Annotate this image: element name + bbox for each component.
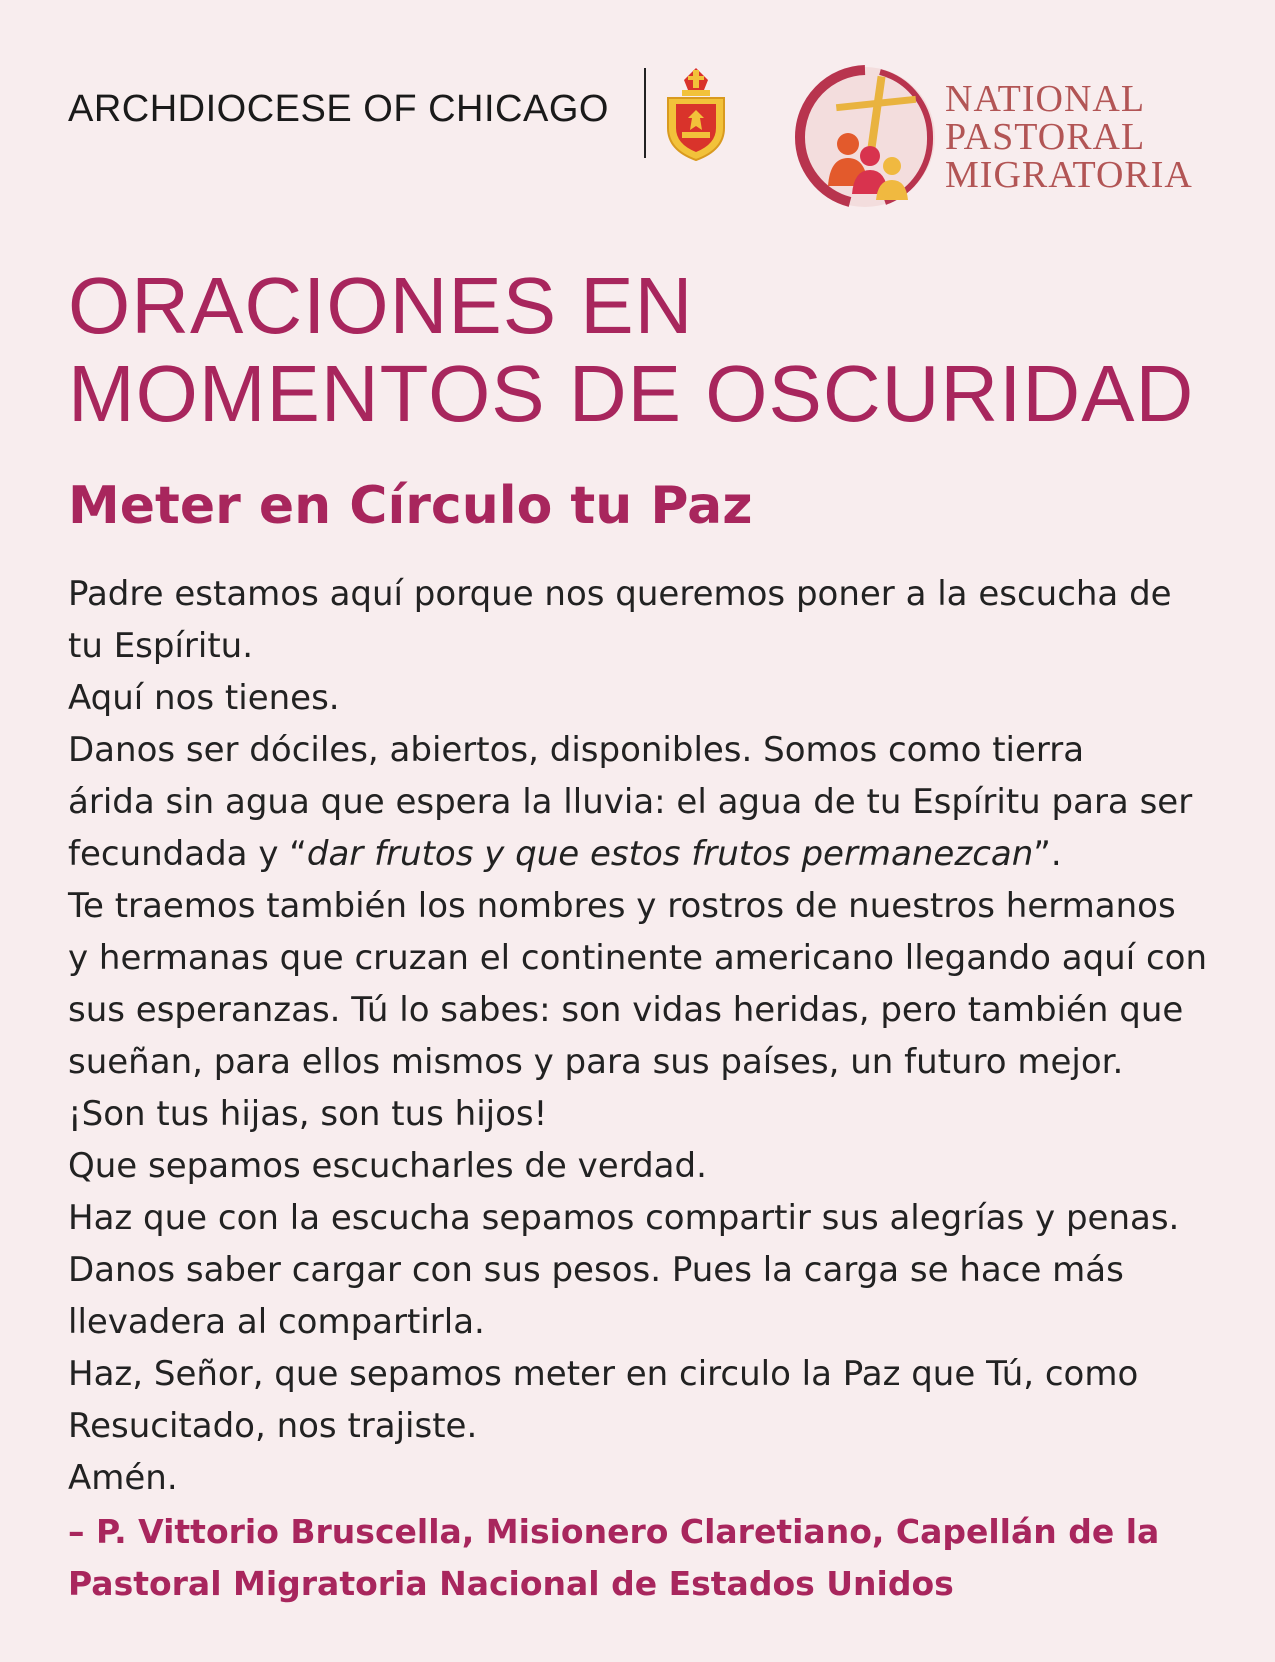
prayer-line: Aquí nos tienes. (68, 678, 340, 718)
prayer-line: Te traemos también los nombres y rostros de nuestros hermanos (68, 886, 1176, 926)
prayer-line: tu Espíritu. (68, 626, 254, 666)
partner-name-line: MIGRATORIA (945, 154, 1193, 196)
prayer-line: y hermanas que cruzan el continente americano llegando aquí con (68, 938, 1208, 978)
partner-name-line: NATIONAL (945, 78, 1146, 120)
title-line: ORACIONES EN (68, 261, 694, 350)
prayer-line: Danos saber cargar con sus pesos. Pues la carga se hace más (68, 1250, 1124, 1290)
author-line: Pastoral Migratoria Nacional de Estados Unidos (68, 1564, 954, 1603)
prayer-line: Que sepamos escucharles de verdad. (68, 1146, 707, 1186)
archdiocese-crest-icon (660, 66, 732, 162)
partner-name (945, 80, 1193, 194)
prayer-title: Meter en Círculo tu Paz (68, 476, 753, 536)
author-line: – P. Vittorio Bruscella, Misionero Claretiano, Capellán de la (68, 1512, 1160, 1551)
prayer-line: Haz que con la escucha sepamos compartir sus alegrías y penas. (68, 1198, 1180, 1238)
prayer-line: Resucitado, nos trajiste. (68, 1406, 478, 1446)
partner-name-line: PASTORAL (945, 116, 1146, 158)
prayer-line: Danos ser dóciles, abiertos, disponibles. Somos como tierra (68, 730, 1085, 770)
title-line: MOMENTOS DE OSCURIDAD (68, 349, 1195, 438)
prayer-line: Padre estamos aquí porque nos queremos poner a la escucha de (68, 574, 1172, 614)
prayer-text: fecundada y “ (68, 834, 307, 874)
prayer-line: Haz, Señor, que sepamos meter en circulo la Paz que Tú, como (68, 1354, 1139, 1394)
prayer-text: ”. (1033, 834, 1062, 874)
prayer-body (68, 568, 1218, 1504)
page-title (68, 262, 1194, 438)
prayer-line: árida sin agua que espera la lluvia: el agua de tu Espíritu para ser (68, 782, 1193, 822)
prayer-line: sueñan, para ellos mismos y para sus países, un futuro mejor. (68, 1042, 1124, 1082)
prayer-line: sus esperanzas. Tú lo sabes: son vidas heridas, pero también que (68, 990, 1184, 1030)
prayer-line (68, 828, 1218, 880)
archdiocese-name: ARCHDIOCESE OF CHICAGO (68, 88, 609, 130)
pastoral-migratoria-logo-icon (790, 62, 940, 212)
prayer-line: ¡Son tus hijas, son tus hijos! (68, 1094, 548, 1134)
author-attribution (68, 1506, 1159, 1610)
prayer-line: llevadera al compartirla. (68, 1302, 485, 1342)
page-header (0, 0, 1275, 230)
header-divider (644, 68, 646, 158)
scripture-quote: dar frutos y que estos frutos permanezcan (306, 834, 1034, 874)
prayer-line: Amén. (68, 1458, 178, 1498)
